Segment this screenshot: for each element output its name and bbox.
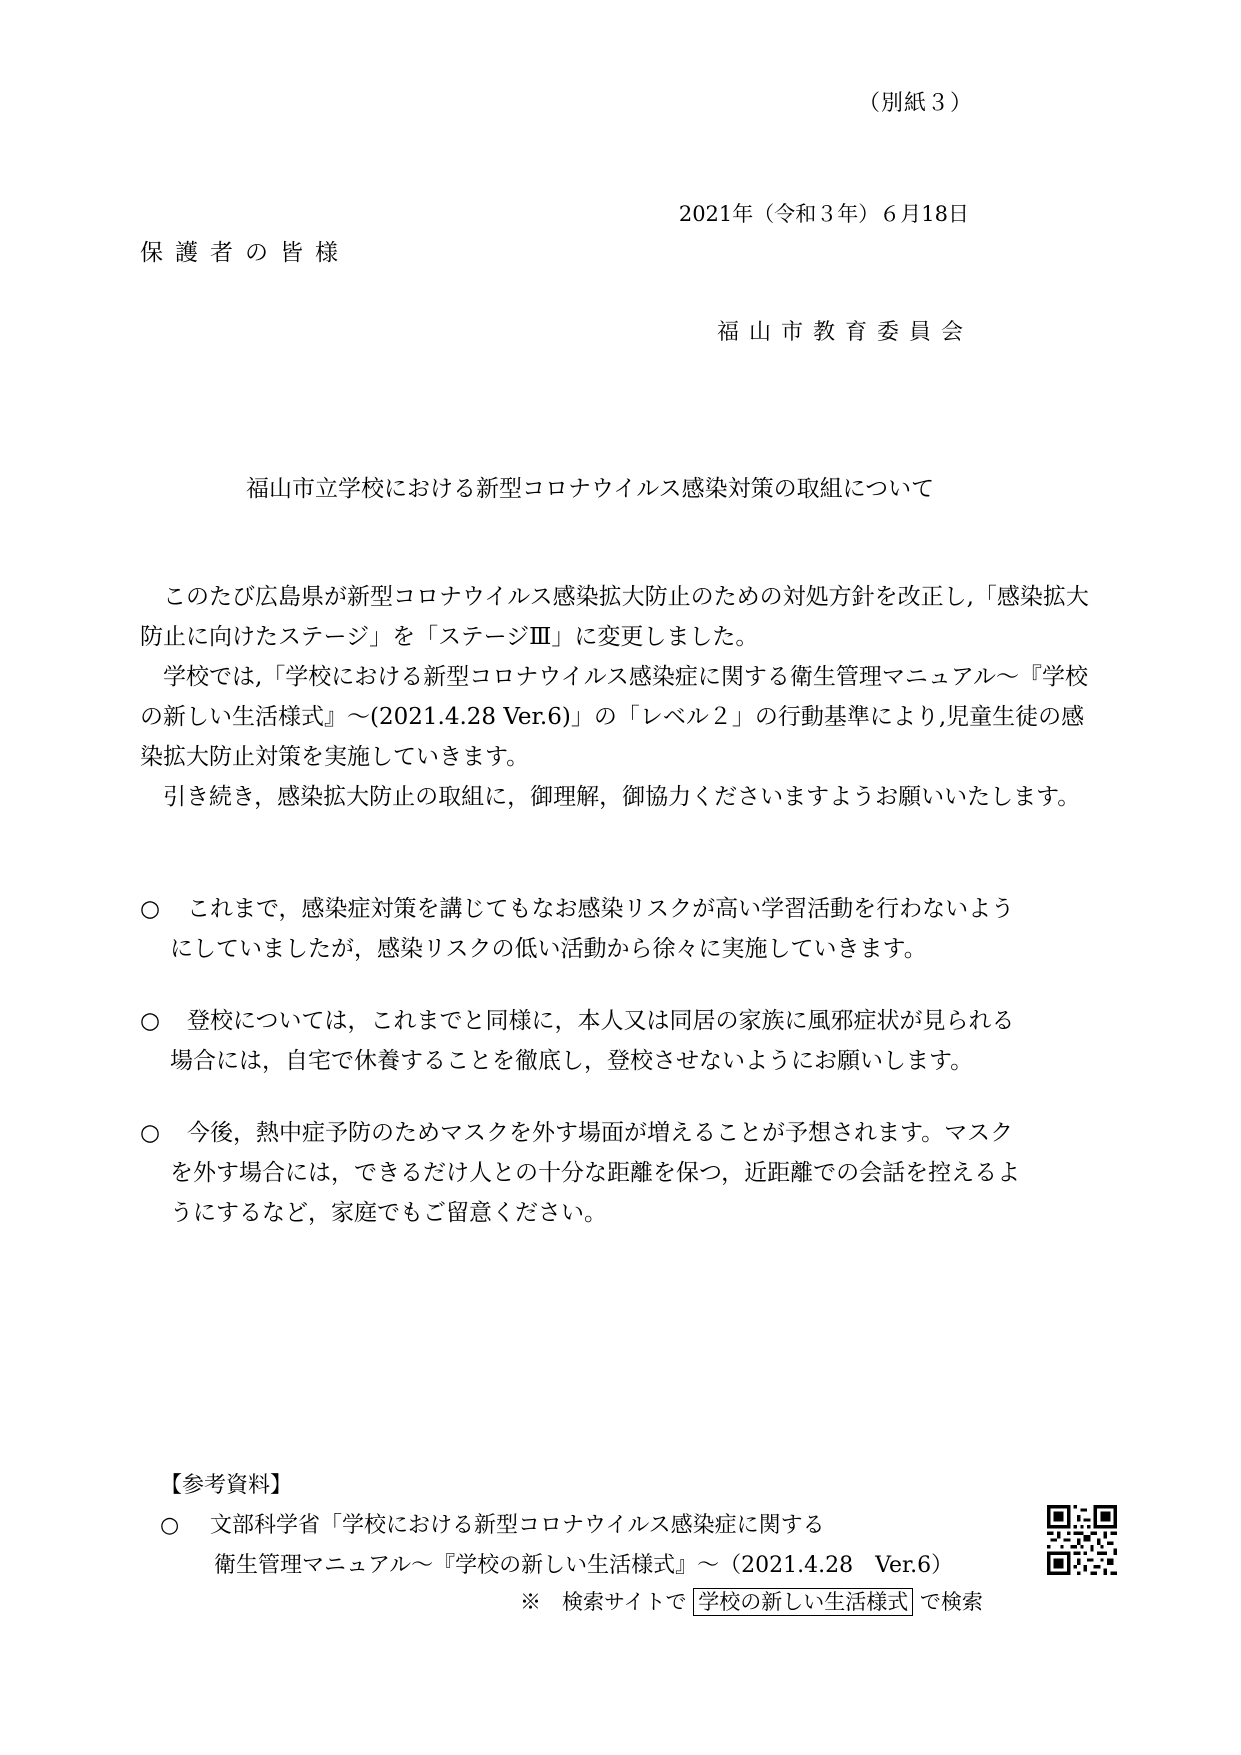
bullet-line: にしていましたが，感染リスクの低い活動から徐々に実施していきます。 <box>170 936 927 962</box>
paragraph: このたび広島県が新型コロナウイルス感染拡大防止のための対処方針を改正し,「感染拡大防止に向けたステージ」を「ステージⅢ」に変更しました。 <box>140 584 1089 650</box>
attachment-label: （別紙３） <box>857 91 973 116</box>
bullet-text <box>170 1113 1100 1233</box>
bullet-text <box>170 889 1100 969</box>
bullet-line: を外す場合には，できるだけ人との十分な距離を保つ，近距離での会話を控えるよ <box>170 1160 1021 1186</box>
document-title: 福山市立学校における新型コロナウイルス感染対策の取組について <box>246 476 935 502</box>
bullet-mark: ○ <box>140 1120 161 1146</box>
bullet-mark: ○ <box>140 896 161 922</box>
reference-line <box>160 1508 825 1539</box>
paragraph: 引き続き，感染拡大防止の取組に，御理解，御協力くださいますようお願いいたします。 <box>163 784 1081 810</box>
bullet-item <box>140 1001 1100 1081</box>
document-date: 2021年（令和３年）６月18日 <box>678 202 969 226</box>
bullet-line: これまで，感染症対策を講じてもなお感染リスクが高い学習活動を行わないよう <box>187 896 1015 922</box>
bullet-line: 登校については，これまでと同様に，本人又は同居の家族に風邪症状が見られる <box>187 1008 1015 1034</box>
bullet-text <box>170 1001 1100 1081</box>
bullet-line: 今後，熱中症予防のためマスクを外す場面が増えることが予想されます。マスク <box>187 1120 1014 1146</box>
body-text <box>140 577 1100 817</box>
bullet-item <box>140 1113 1100 1233</box>
references-heading: 【参考資料】 <box>160 1473 293 1498</box>
search-note-prefix: ※ 検索サイトで <box>520 1590 687 1614</box>
search-note-suffix: で検索 <box>919 1590 983 1614</box>
bullet-item <box>140 889 1100 969</box>
sender: 福山市教育委員会 <box>716 320 973 345</box>
bullet-mark: ○ <box>140 1008 161 1034</box>
qr-code-icon <box>1047 1505 1117 1575</box>
bullet-line: うにするなど，家庭でもご留意ください。 <box>170 1200 607 1226</box>
search-term-box: 学校の新しい生活様式 <box>693 1588 913 1616</box>
search-note <box>520 1586 983 1616</box>
paragraph: 学校では,「学校における新型コロナウイルス感染症に関する衛生管理マニュアル～『学校の新しい生活様式』～(2021.4.28 Ver.6)」の「レベル２」の行動基準により,児童生徒の感染拡大防止対策を実施していきます。 <box>140 664 1089 770</box>
addressee: 保護者の皆様 <box>140 240 350 266</box>
bullet-mark: ○ <box>160 1513 180 1538</box>
reference-line: 衛生管理マニュアル～『学校の新しい生活様式』～（2021.4.28 Ver.6） <box>214 1553 954 1578</box>
reference-text: 文部科学省「学校における新型コロナウイルス感染症に関する <box>210 1513 825 1538</box>
bullet-line: 場合には，自宅で休養することを徹底し，登校させないようにお願いします。 <box>170 1048 974 1074</box>
